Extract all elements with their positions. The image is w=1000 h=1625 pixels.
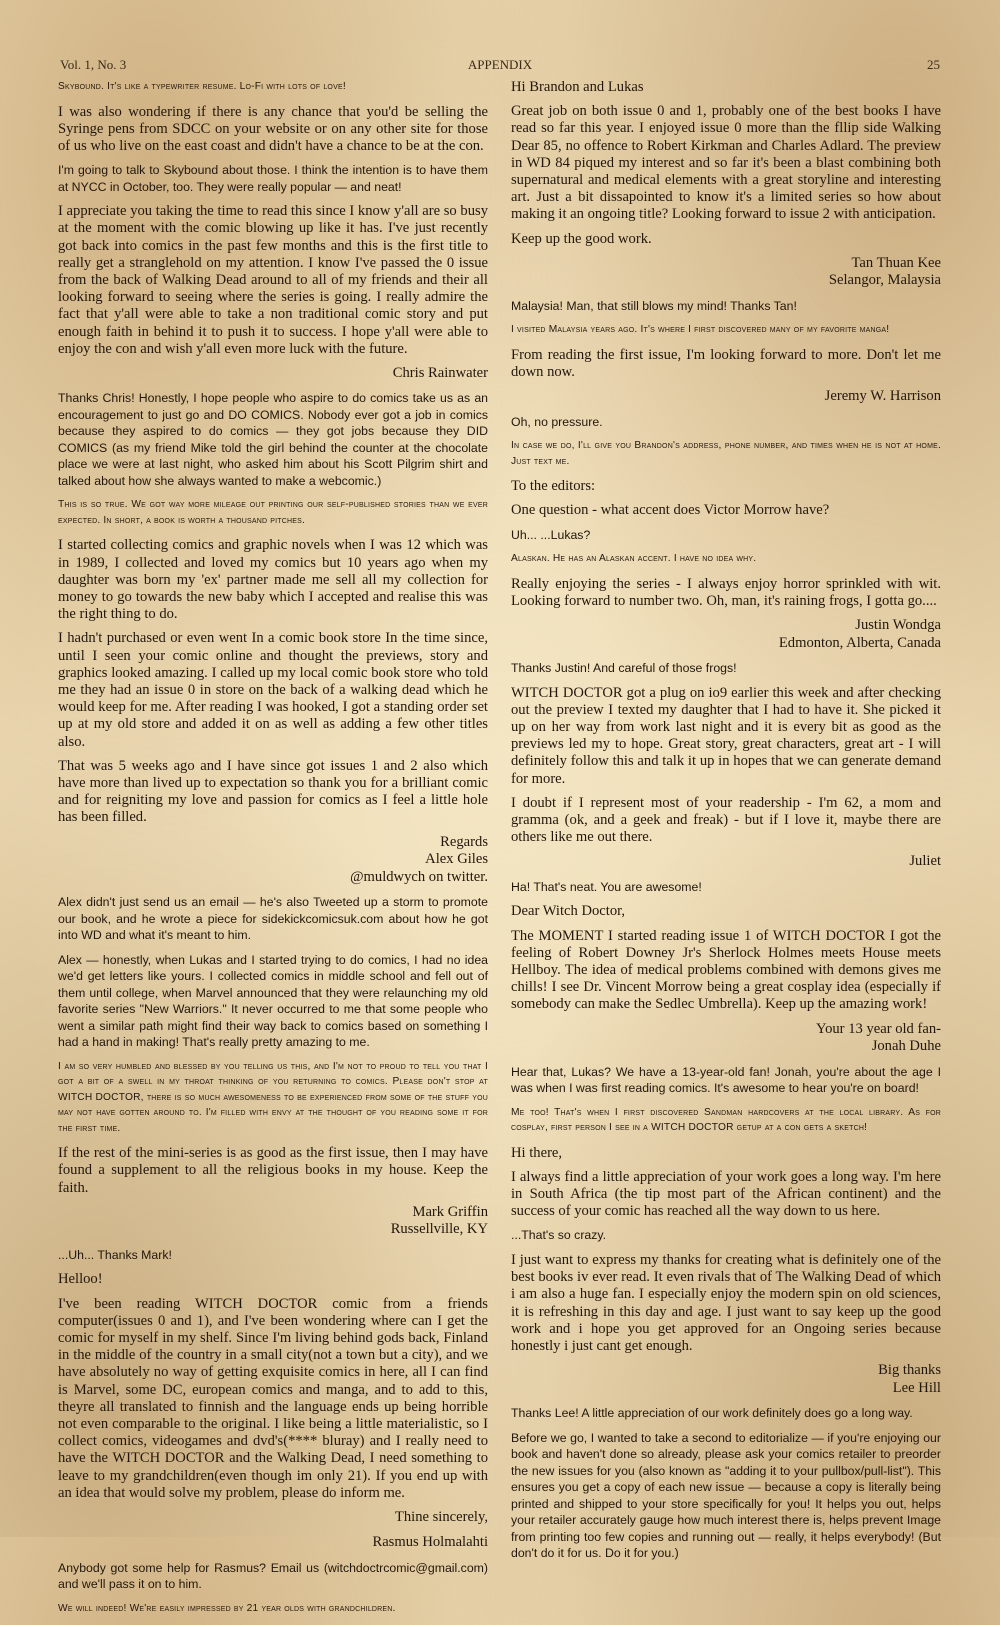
reply-brandon: Ha! That's neat. You are awesome! [511,879,702,894]
reply-brandon: Thanks Justin! And careful of those frogs! [511,661,737,676]
reply-brandon: Malaysia! Man, that still blows my mind! Thanks Tan! [511,298,797,313]
page-header [60,57,940,77]
reply-lukas: In case we do, I'll give you Brandon's address, phone number, and times when he is not at home. Just text me. [511,440,941,467]
reply-brandon: Thanks Chris! Honestly, I hope people who aspire to do comics take us as an encouragement to just go and DO COMICS. Nobody ever got a job in comics because they aspired to do comics — they got jobs because they DID COMICS (as my friend Mike told the girl behind the counter at the chocolate place we were at last night, who asked him about his Scott Pilgrim shirt and talked about how she always wanted to make a webcomic.) [58,391,488,488]
page-number: 25 [927,57,940,72]
reply-brandon: Uh... ...Lukas? [511,527,591,542]
letter-paragraph: I appreciate you taking the time to read this since I know y'all are so busy at the moment with the comic blowing up like it has. I've just recently got back into comics in the past few months and this is the first title to really get a stranglehold on my attention. I know I've passed the 0 issue from the back of Walking Dead around to all of my friends and their all looking forward to seeing where the series is going. I really admire the fact that y'all were able to take a non traditional comic story and put enough faith in behind it to push it to success. I hope y'all were able to enjoy the con and wish y'all even more luck with the future. [58,203,488,357]
reply-brandon: Hear that, Lukas? We have a 13-year-old fan! Jonah, you're about the age I was when I was first reading comics. It's awesome to hear you're on board! [511,1064,941,1096]
letter-greeting: Hi there, [511,1144,563,1161]
volume-number: Vol. 1, No. 3 [60,57,127,72]
letter-signature: Tan Thuan Kee [851,254,941,271]
letter-location: Russellville, KY [390,1221,488,1238]
letter-closing: Thine sincerely, [394,1508,488,1525]
letter-signature: Jeremy W. Harrison [824,388,941,405]
letter-paragraph: I was also wondering if there is any chance that you'd be selling the Syringe pens from SDCC on your website or on any other site for those of us who live on the east coast and didn't have a chance to be at the con. [58,103,488,154]
letter-paragraph: I doubt if I represent most of your readership - I'm 62, a mom and gramma (ok, and a geek and freak) - but if I love it, maybe there are others like me out there. [511,794,941,846]
reply-lukas: We will indeed! We're easily impressed by 21 year olds with grandchildren. [58,1602,396,1614]
section-title: APPENDIX [467,57,533,72]
reply-brandon: Thanks Lee! A little appreciation of our work definitely does go a long way. [511,1406,913,1421]
right-column [511,79,941,1570]
letter-paragraph: I hadn't purchased or even went In a comic book store In the time since, until I seen your comic online and thought the previews, story and graphics looked amazing. I called up my local comic book store who told me they had an issue 0 in store on the back of a walking dead which he would keep for me. After reading I was hooked, I got a standing order set up at my old store and added it on as well as adding a few other titles also. [58,630,488,750]
reply-brandon: ...Uh... Thanks Mark! [58,1247,172,1262]
reply-lukas: Skybound. It's like a typewriter resume. Lo-Fi with lots of love! [58,81,346,92]
letter-paragraph: Really enjoying the series - I always enjoy horror sprinkled with wit. Looking forward to number two. Oh, man, it's raining frogs, I gotta go.... [511,575,941,609]
letter-location: Selangor, Malaysia [828,272,941,289]
letter-paragraph: One question - what accent does Victor Morrow have? [511,502,830,519]
letter-closing: Regards [440,833,488,850]
letter-location: Edmonton, Alberta, Canada [778,634,941,651]
letter-signature: Justin Wondga [855,617,941,634]
letter-greeting: To the editors: [511,478,596,495]
reply-brandon: Alex didn't just send us an email — he's also Tweeted up a storm to promote our book, and he wrote a piece for sidekickcomicsuk.com about how he got into WD and what it's meant to him. [58,895,488,943]
letter-greeting: Dear Witch Doctor, [511,903,626,920]
letter-paragraph: Keep up the good work. [511,230,652,247]
letter-paragraph: I always find a little appreciation of your work goes a long way. I'm here in South Africa (the tip most part of the African continent) and the success of your comic has reached all the way down to us here. [511,1168,941,1220]
letter-paragraph: WITCH DOCTOR got a plug on io9 earlier this week and after checking out the preview I texted my daughter that I had to have it. She picked it up on her way from work last night and it is every bit as good as the previews led my to hope. Great story, great characters, great art - I will definitely follow this and talk it up in hopes that we can generate demand for more. [511,684,941,787]
letter-closing: Your 13 year old fan- [816,1020,941,1037]
letter-signature: Rasmus Holmalahti [372,1534,488,1551]
reply-lukas: Me too! That's when I first discovered Sandman hardcovers at the local library. As for cosplay, first person I see in a WITCH DOCTOR getup at a con gets a sketch! [511,1106,941,1134]
letter-paragraph: Great job on both issue 0 and 1, probably one of the best books I have read so far this year. I enjoyed issue 0 more than the fllip side Walking Dear 85, no offence to Robert Kirkman and Charles Adlard. The preview in WD 84 piqued my interest and so far it's been a blast combining both supernatural and medical elements with a great storyline and interesting art. Just a bit dissapointed to know it's a limited series so how about making it an ongoing title? Looking forward to issue 2 with anticipation. [511,103,941,223]
reply-lukas: Alaskan. He has an Alaskan accent. I have no idea why. [511,553,757,565]
letter-paragraph: I just want to express my thanks for creating what is definitely one of the best books iv ever read. It even rivals that of The Walking Dead of which i am also a huge fan. I especially enjoy the modern spin on old sciences, it is refreshing in this day and age. I just want to say keep up the good work and i hope you get approved for an Ongoing series because honestly i just cant get enough. [511,1251,941,1354]
reply-lukas: I visited Malaysia years ago. It's where I first discovered many of my favorite manga! [511,324,890,336]
reply-brandon: Alex — honestly, when Lukas and I started trying to do comics, I had no idea we'd get letters like yours. I collected comics in middle school and fell out of them until college, when Marvel announced that they were relaunching my old favorite series "New Warriors." It never occurred to me that some people who went a similar path might find their way back to comics based on something I had a hand in making! That's really pretty amazing to me. [58,952,488,1050]
letter-paragraph: I've been reading WITCH DOCTOR comic from a friends computer(issues 0 and 1), and I've been wondering where can I get the comic for myself in my shelf. Since I'm living behind gods back, Finland in the middle of the country in a small city(not a town but a city), and we have absolutely no way of getting exquisite comics in here, all I can find is Marvel, some DC, european comics and manga, and to add to this, theyre all translated to finnish and the language ends up being horrible not even comparable to the original. I like being a little materialistic, so I collect comics, videogames and dvd's(**** bluray) and I really need to have the WITCH DOCTOR and the Walking Dead, I need something to leave to my grandchildren(even though im only 21). If you end up with an idea that would solve my problem, please do inform me. [58,1295,488,1501]
letter-signature: Juliet [909,853,941,870]
letter-signature: Alex Giles [425,851,488,868]
letter-paragraph: The MOMENT I started reading issue 1 of WITCH DOCTOR I got the feeling of Robert Downey Jr's Sherlock Holmes meets House meets Hellboy. The idea of medical problems combined with demons gives me chills! I see Dr. Vincent Morrow being a great cosplay idea (especially if somebody can make the Sedlec Umbrella). Keep up the amazing work! [511,927,941,1013]
reply-lukas: I am so very humbled and blessed by you telling us this, and I'm not to proud to tell you that I got a bit of a swell in my throat thinking of you returning to comics. Please don't stop at WITCH DOCTOR, there is so much awesomeness to be experienced from some of the stuff you may not have gotten around to. I'm filled with envy at the thought of you reading some it for the first time. [58,1060,488,1134]
reply-brandon: Oh, no pressure. [511,414,603,429]
letter-signature: Lee Hill [892,1379,941,1396]
letter-paragraph: That was 5 weeks ago and I have since got issues 1 and 2 also which have more than lived up to expectation so thank you for a brilliant comic and for reigniting my love and passion for comics as I feel a little hole has been filled. [58,757,488,826]
reply-brandon: I'm going to talk to Skybound about those. I think the intention is to have them at NYCC in October, too. They were really popular — and neat! [58,163,488,194]
letter-paragraph: From reading the first issue, I'm looking forward to more. Don't let me down now. [511,346,941,381]
letter-signature: Jonah Duhe [871,1038,941,1055]
editorial-note: Before we go, I wanted to take a second to editorialize — if you're enjoying our book and haven't done so already, please ask your comics retailer to preorder the new issues for you (also known as "adding it to your pullbox/pull-list"). This ensures you get a copy of each new issue — because a copy is literally being printed and shipped to your store specifically for you! It helps you out, helps your retailer accurately gauge how much interest there is, helps prevent Image from printing too few copies and running out — really, it helps everybody! (But don't do it for us. Do it for you.) [511,1430,941,1561]
letter-closing: Big thanks [878,1362,941,1379]
reply-lukas: This is so true. We got way more mileage out printing our self-published stories than we ever expected. In short, a book is worth a thousand pitches. [58,499,488,526]
letter-paragraph: If the rest of the mini-series is as good as the first issue, then I may have found a supplement to all the religious books in my house. Keep the faith. [58,1145,488,1196]
letter-greeting: Hi Brandon and Lukas [511,79,644,95]
letter-signature: Mark Griffin [412,1203,488,1220]
letter-paragraph: I started collecting comics and graphic novels when I was 12 which was in 1989, I collected and loved my comics but 10 years ago when my daughter was born my 'ex' partner made me sell all my collection for money to go towards the new baby which I accepted and realise this was the right thing to do. [58,537,488,623]
letter-signature-handle: @muldwych on twitter. [350,868,488,885]
left-column [58,79,488,1625]
reply-brandon: Anybody got some help for Rasmus? Email us (witchdoctrcomic@gmail.com) and we'll pass it on to him. [58,1560,488,1592]
reply-brandon: ...That's so crazy. [511,1228,607,1243]
letter-signature: Chris Rainwater [392,364,488,381]
letter-greeting: Helloo! [58,1271,103,1288]
